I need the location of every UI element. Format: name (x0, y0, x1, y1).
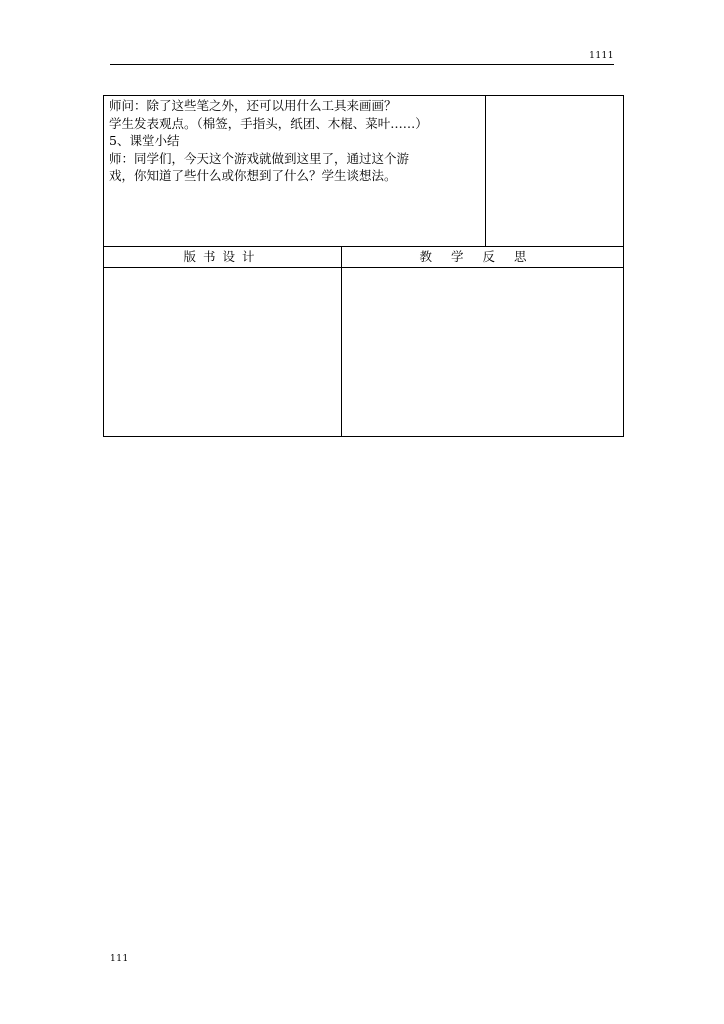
text-line: 5、课堂小结 (109, 133, 180, 148)
text-line: 戏，你知道了些什么或你想到了什么？学生谈想法。 (109, 168, 397, 183)
header-rule (110, 64, 614, 65)
teaching-reflection-header: 教学反思 (419, 249, 546, 264)
text-line: 学生发表观点。（棉签，手指头，纸团、木棍、菜叶……） (109, 115, 428, 131)
board-design-cell (104, 268, 341, 436)
text-line: 师问：除了这些笔之外，还可以用什么工具来画画？ (109, 98, 397, 113)
table-header-row (104, 247, 623, 268)
footer-page-number: 111 (110, 954, 129, 964)
notes-cell (484, 96, 623, 246)
board-reflection-table (103, 246, 624, 437)
lesson-process-table (103, 95, 624, 247)
board-design-header: 版书设计 (183, 249, 262, 264)
lesson-process-cell (104, 96, 486, 246)
teaching-reflection-cell (342, 268, 623, 436)
text-line: 师：同学们，今天这个游戏就做到这里了，通过这个游 (109, 150, 410, 166)
header-page-number: 1111 (589, 51, 614, 61)
